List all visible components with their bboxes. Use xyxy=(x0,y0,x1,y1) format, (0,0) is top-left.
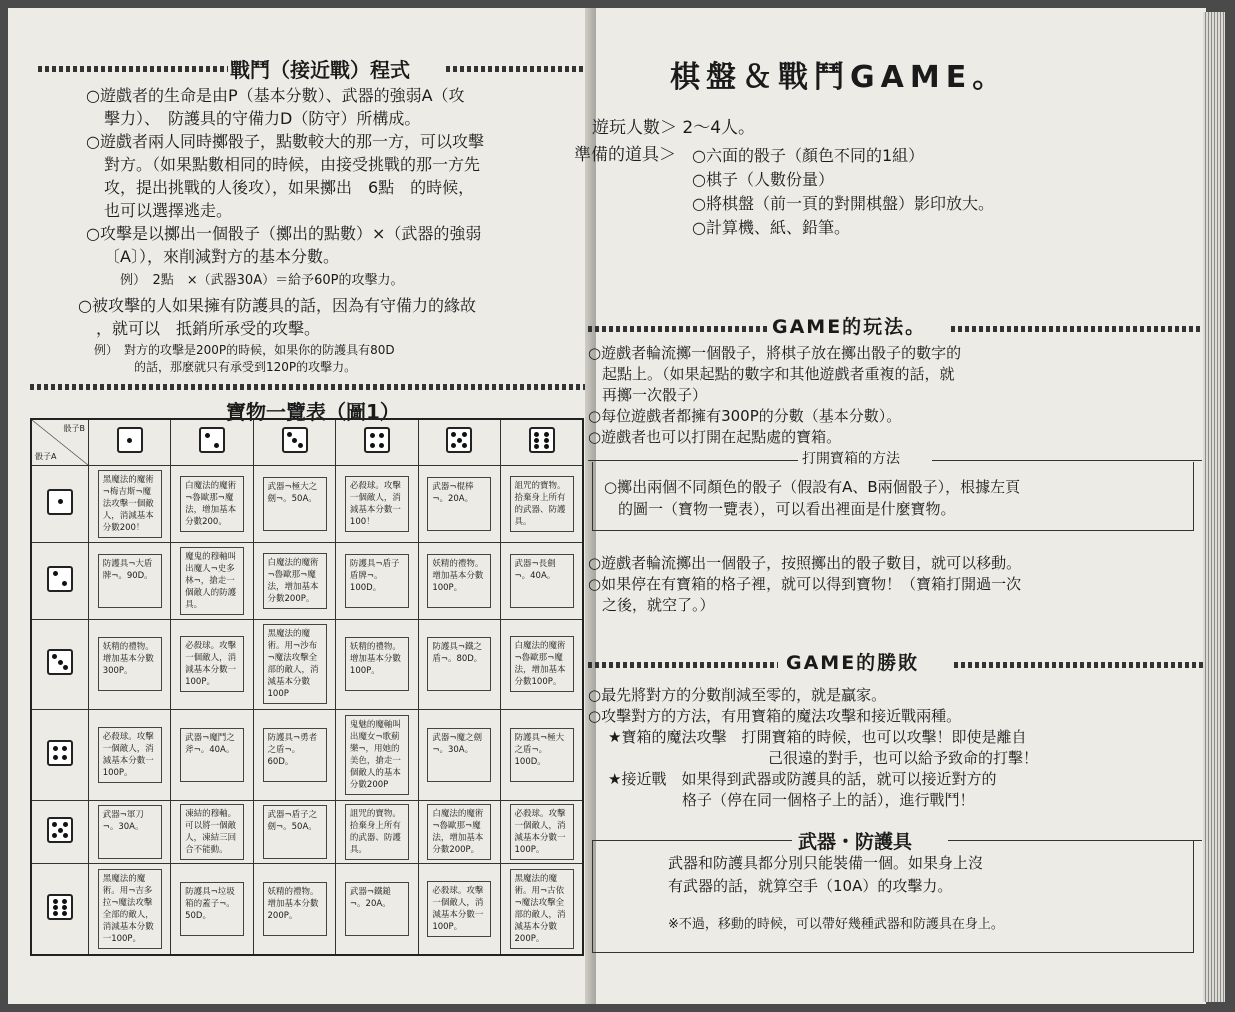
text-line: 也可以選擇逃走。 xyxy=(104,201,233,220)
treasure-cell xyxy=(418,542,500,619)
die-b-header xyxy=(336,419,418,465)
pip xyxy=(214,443,219,448)
treasure-cell xyxy=(171,465,253,542)
text-line: 例） 對方的攻擊是200P的時候，如果你的防護具有80D xyxy=(94,343,395,357)
text-line: 的話，那麼就只有承受到120P的攻擊力。 xyxy=(134,360,357,374)
die-face-5-icon xyxy=(47,817,73,843)
treasure-text: 防護具¬極大之盾¬。100D。 xyxy=(510,728,574,782)
treasure-cell xyxy=(336,710,418,801)
treasure-text: 白魔法的魔術¬魯歐那¬魔法，增加基本分數200。 xyxy=(180,476,244,532)
text-line: ★接近戰 如果得到武器或防護具的話，就可以接近對方的 xyxy=(608,770,997,788)
treasure-text: 詛咒的寶物。拾棄身上所有的武器、防護具。 xyxy=(510,476,574,532)
example-1: 例） 2點 ×（武器30A）＝給予60P的攻擊力。 xyxy=(120,273,404,288)
treasure-cell xyxy=(89,710,171,801)
treasure-text: 武器¬盾子之劍¬。50A。 xyxy=(263,805,327,859)
treasure-text: 防護具¬垃圾箱的蓋子¬。50D。 xyxy=(180,882,244,936)
win-rule-left xyxy=(588,662,778,668)
text-line: ○遊戲者兩人同時擲骰子，點數較大的那一方，可以攻擊 xyxy=(86,132,484,151)
treasure-text: 黑魔法的魔術。用¬古依¬魔法攻擊全部的敵人，消減基本分數200P。 xyxy=(510,869,574,949)
text-line: ○擲出兩個不同顏色的骰子（假設有A、B兩個骰子），根據左頁 xyxy=(604,478,1021,496)
treasure-cell xyxy=(253,465,335,542)
die-face-2-icon xyxy=(47,566,73,592)
pip xyxy=(462,432,467,437)
treasure-text: 妖精的禮物。增加基本分數300P。 xyxy=(98,637,162,691)
text-line: 再擲一次骰子） xyxy=(602,386,708,404)
treasure-text: 黑魔法的魔術。用¬沙布¬魔法攻擊全部的敵人，消減基本分數100P xyxy=(263,624,327,704)
treasure-cell xyxy=(501,710,583,801)
treasure-cell xyxy=(336,864,418,955)
die-a-header xyxy=(31,864,89,955)
pip xyxy=(534,444,539,449)
treasure-text: 凍結的穆軸。可以將一個敵人，凍結三回合不能動。 xyxy=(180,804,244,860)
pip xyxy=(53,755,58,760)
win-rule-right xyxy=(954,662,1204,668)
pip xyxy=(63,822,68,827)
pip xyxy=(298,443,303,448)
weapon-heading: 武器・防護具 xyxy=(798,831,913,853)
text-line: ○遊戲者輪流擲一個骰子，將棋子放在擲出骰子的數字的 xyxy=(588,344,962,362)
text-line: 格子（停在同一個格子上的話），進行戰鬥！ xyxy=(682,791,975,809)
die-b-header xyxy=(89,419,171,465)
howto-rule-right xyxy=(951,326,1201,332)
treasure-text: 妖精的禮物。增加基本分數100P。 xyxy=(427,554,491,608)
right-page xyxy=(574,8,1206,1004)
table-title: 寶物一覽表（圖1） xyxy=(226,400,400,424)
chest-heading: 打開寶箱的方法 xyxy=(802,451,900,467)
heading-rule-left xyxy=(38,66,228,72)
die-face-4-icon xyxy=(47,740,73,766)
die-a-header xyxy=(31,619,89,710)
treasure-cell xyxy=(418,800,500,864)
die-a-label: 骰子A xyxy=(35,451,57,461)
left-page xyxy=(8,8,593,1004)
die-a-header xyxy=(31,710,89,801)
heading-rule-right xyxy=(446,66,586,72)
pip xyxy=(292,438,297,443)
treasure-cell xyxy=(501,864,583,955)
treasure-text: 防護具¬勇者之盾¬。60D。 xyxy=(263,728,327,782)
pip xyxy=(53,746,58,751)
treasure-cell xyxy=(253,619,335,710)
table-row xyxy=(31,465,583,542)
treasure-cell xyxy=(89,619,171,710)
treasure-text: 必殺球。攻擊一個敵人，消減基本分數一100P。 xyxy=(427,881,491,937)
pip xyxy=(58,499,63,504)
text-line: ○六面的骰子（顏色不同的1組） xyxy=(692,146,925,165)
pip xyxy=(544,432,549,437)
pip xyxy=(53,899,58,904)
text-line: ★寶箱的魔法攻擊 打開寶箱的時候，也可以攻擊！即使是離自 xyxy=(608,728,1027,746)
howto-heading: GAME的玩法。 xyxy=(772,316,927,338)
treasure-cell xyxy=(89,542,171,619)
pip xyxy=(451,443,456,448)
table-row xyxy=(31,864,583,955)
treasure-cell xyxy=(253,542,335,619)
treasure-text: 必殺球。攻擊一個敵人，消減基本分數一100P。 xyxy=(98,727,162,783)
pip xyxy=(534,432,539,437)
treasure-text: 武器¬鐵鎚¬。20A。 xyxy=(345,882,409,936)
pip xyxy=(205,433,210,438)
text-line: 的圖一（寶物一覽表），可以看出裡面是什麼寶物。 xyxy=(618,500,956,518)
treasure-table xyxy=(30,418,584,956)
table-rule xyxy=(30,384,586,390)
text-line: ○計算機、紙、鉛筆。 xyxy=(692,218,850,237)
text-line: ○每位遊戲者都擁有300P的分數（基本分數）。 xyxy=(588,407,902,425)
pip xyxy=(53,905,58,910)
text-line: 攻，提出挑戰的人後攻），如果擲出 6點 的時候， xyxy=(104,178,475,197)
die-b-header xyxy=(171,419,253,465)
table-row xyxy=(31,710,583,801)
text-line: ○遊戲者的生命是由P（基本分數）、武器的強弱A（攻 xyxy=(86,86,465,105)
weapon-note: ※不過，移動的時候，可以帶好幾種武器和防護具在身上。 xyxy=(668,917,1004,932)
pip xyxy=(370,443,375,448)
treasure-cell xyxy=(89,800,171,864)
treasure-cell xyxy=(501,542,583,619)
text-line: ○遊戲者輪流擲出一個骰子，按照擲出的骰子數目，就可以移動。 xyxy=(588,554,1022,572)
die-face-4-icon xyxy=(364,427,390,453)
pip xyxy=(62,899,67,904)
treasure-cell xyxy=(501,619,583,710)
treasure-cell xyxy=(171,710,253,801)
pip xyxy=(62,581,67,586)
pip xyxy=(52,833,57,838)
die-b-header xyxy=(418,419,500,465)
text-line: 起點上。（如果起點的數字和其他遊戲者重複的話，就 xyxy=(602,365,955,383)
die-face-2-icon xyxy=(199,427,225,453)
treasure-cell xyxy=(171,800,253,864)
table-header-row xyxy=(31,419,583,465)
treasure-text: 黑魔法的魔術¬梅吉斯¬魔法攻擊一個敵人，消減基本分數200！ xyxy=(98,470,162,538)
treasure-text: 武器¬長劍¬。40A。 xyxy=(510,554,574,608)
die-b-header xyxy=(253,419,335,465)
treasure-text: 必殺球。攻擊一個敵人，消減基本分數一100！ xyxy=(345,476,409,532)
treasure-text: 武器¬棍棒¬。20A。 xyxy=(427,477,491,531)
die-a-header xyxy=(31,542,89,619)
treasure-cell xyxy=(336,800,418,864)
die-face-1-icon xyxy=(117,427,143,453)
treasure-text: 防護具¬鐵之盾¬。80D。 xyxy=(427,637,491,691)
text-line: 有武器的話，就算空手（10A）的攻擊力。 xyxy=(668,877,953,895)
pip xyxy=(379,433,384,438)
treasure-cell xyxy=(501,800,583,864)
pip xyxy=(379,443,384,448)
text-line: ○遊戲者也可以打開在起點處的寶箱。 xyxy=(588,428,842,446)
treasure-cell xyxy=(171,542,253,619)
pip xyxy=(62,905,67,910)
pip xyxy=(53,911,58,916)
die-face-3-icon xyxy=(282,427,308,453)
page-edge xyxy=(1203,12,1225,1002)
text-line: ○將棋盤（前一頁的對開棋盤）影印放大。 xyxy=(692,194,994,213)
pip xyxy=(63,665,68,670)
pip xyxy=(62,911,67,916)
treasure-text: 必殺球。攻擊一個敵人，消減基本分數一100P。 xyxy=(510,804,574,860)
page-title: 棋盤＆戰鬥GAME。 xyxy=(670,60,1009,95)
pip xyxy=(370,433,375,438)
text-line: ○攻擊是以擲出一個骰子（擲出的點數）×（武器的強弱 xyxy=(86,224,482,243)
win-heading: GAME的勝敗 xyxy=(786,652,920,674)
corner-cell xyxy=(31,419,89,465)
treasure-text: 武器¬魔之劍¬。30A。 xyxy=(427,728,491,782)
treasure-cell xyxy=(253,864,335,955)
die-face-5-icon xyxy=(446,427,472,453)
pip xyxy=(62,755,67,760)
treasure-cell xyxy=(418,864,500,955)
treasure-text: 鬼魅的魔軸叫出魔女¬歌薊樂¬，用她的美色，搶走一個敵人的基本分數200P xyxy=(345,715,409,795)
treasure-cell xyxy=(336,619,418,710)
treasure-cell xyxy=(418,619,500,710)
treasure-text: 必殺球。攻擊一個敵人，消減基本分數一100P。 xyxy=(180,636,244,692)
treasure-text: 防護具¬大盾牌¬。90D。 xyxy=(98,554,162,608)
treasure-text: 魔鬼的穆軸叫出魔人¬史多林¬，搶走一個敵人的防護具。 xyxy=(180,547,244,615)
die-b-label: 骰子B xyxy=(63,424,85,433)
text-line: 武器和防護具都分別只能裝備一個。如果身上沒 xyxy=(668,854,984,872)
text-line: ，就可以 抵銷所承受的攻擊。 xyxy=(96,319,321,338)
tools-label: 準備的道具＞ xyxy=(574,145,676,165)
die-a-header xyxy=(31,465,89,542)
treasure-cell xyxy=(171,864,253,955)
treasure-cell xyxy=(336,542,418,619)
pip xyxy=(544,444,549,449)
text-line: ○被攻擊的人如果擁有防護具的話，因為有守備力的緣故 xyxy=(78,296,476,315)
die-b-header xyxy=(501,419,583,465)
pip xyxy=(63,833,68,838)
text-line: 〔A〕），來削減對方的基本分數。 xyxy=(104,247,339,266)
die-face-1-icon xyxy=(47,489,73,515)
text-line: ○棋子（人數份量） xyxy=(692,170,834,189)
treasure-cell xyxy=(253,710,335,801)
treasure-text: 妖精的禮物。增加基本分數100P。 xyxy=(345,637,409,691)
battle-heading: 戰鬥（接近戰）程式 xyxy=(230,58,410,82)
text-line: ○如果停在有寶箱的格子裡，就可以得到寶物！（寶箱打開過一次 xyxy=(588,575,1022,593)
text-line: 之後，就空了。） xyxy=(602,596,715,614)
pip xyxy=(62,746,67,751)
treasure-cell xyxy=(501,465,583,542)
text-line: 擊力）、 防護具的守備力D（防守）所構成。 xyxy=(104,109,421,128)
treasure-cell xyxy=(89,864,171,955)
table-row xyxy=(31,542,583,619)
die-face-6-icon xyxy=(529,427,555,453)
howto-rule-left xyxy=(588,326,768,332)
treasure-text: 詛咒的寶物。拾棄身上所有的武器、防護具。 xyxy=(345,804,409,860)
pip xyxy=(58,660,63,665)
die-face-6-icon xyxy=(47,894,73,920)
treasure-text: 防護具¬盾子盾牌¬。100D。 xyxy=(345,554,409,608)
treasure-text: 白魔法的魔術¬魯歐那¬魔法，增加基本分數200P。 xyxy=(427,804,491,860)
text-line: 對方。（如果點數相同的時候，由接受挑戰的那一方先 xyxy=(104,155,481,174)
treasure-text: 白魔法的魔術¬魯歐那¬魔法，增加基本分數200P。 xyxy=(263,553,327,609)
text-line: 己很遠的對手，也可以給予致命的打擊！ xyxy=(768,749,1039,767)
chest-rule-right xyxy=(932,460,1202,461)
treasure-cell xyxy=(418,710,500,801)
table-row xyxy=(31,800,583,864)
treasure-text: 武器¬魔鬥之斧¬。40A。 xyxy=(180,728,244,782)
pip xyxy=(534,438,539,443)
text-line: ○攻擊對方的方法，有用寶箱的魔法攻擊和接近戰兩種。 xyxy=(588,707,962,725)
pip xyxy=(457,438,462,443)
pip xyxy=(544,438,549,443)
chest-rule-left xyxy=(588,460,798,461)
die-a-header xyxy=(31,800,89,864)
text-line: ○最先將對方的分數削減至零的，就是贏家。 xyxy=(588,686,887,704)
treasure-cell xyxy=(253,800,335,864)
pip xyxy=(451,432,456,437)
treasure-cell xyxy=(171,619,253,710)
pip xyxy=(127,438,132,443)
treasure-cell xyxy=(336,465,418,542)
treasure-text: 黑魔法的魔術。用¬吉多拉¬魔法攻擊全部的敵人，消減基本分數一100P。 xyxy=(98,869,162,949)
treasure-text: 武器¬極大之劍¬。50A。 xyxy=(263,477,327,531)
treasure-cell xyxy=(418,465,500,542)
pip xyxy=(53,571,58,576)
players-line: 遊玩人數＞ 2～4人。 xyxy=(592,118,756,138)
treasure-text: 白魔法的魔術¬魯歐那¬魔法，增加基本分數100P。 xyxy=(510,636,574,692)
pip xyxy=(287,432,292,437)
treasure-cell xyxy=(89,465,171,542)
die-face-3-icon xyxy=(47,649,73,675)
pip xyxy=(58,828,63,833)
table-row xyxy=(31,619,583,710)
treasure-text: 武器¬軍刀¬。30A。 xyxy=(98,805,162,859)
pip xyxy=(52,654,57,659)
treasure-text: 妖精的禮物。增加基本分數200P。 xyxy=(263,882,327,936)
pip xyxy=(52,822,57,827)
pip xyxy=(462,443,467,448)
